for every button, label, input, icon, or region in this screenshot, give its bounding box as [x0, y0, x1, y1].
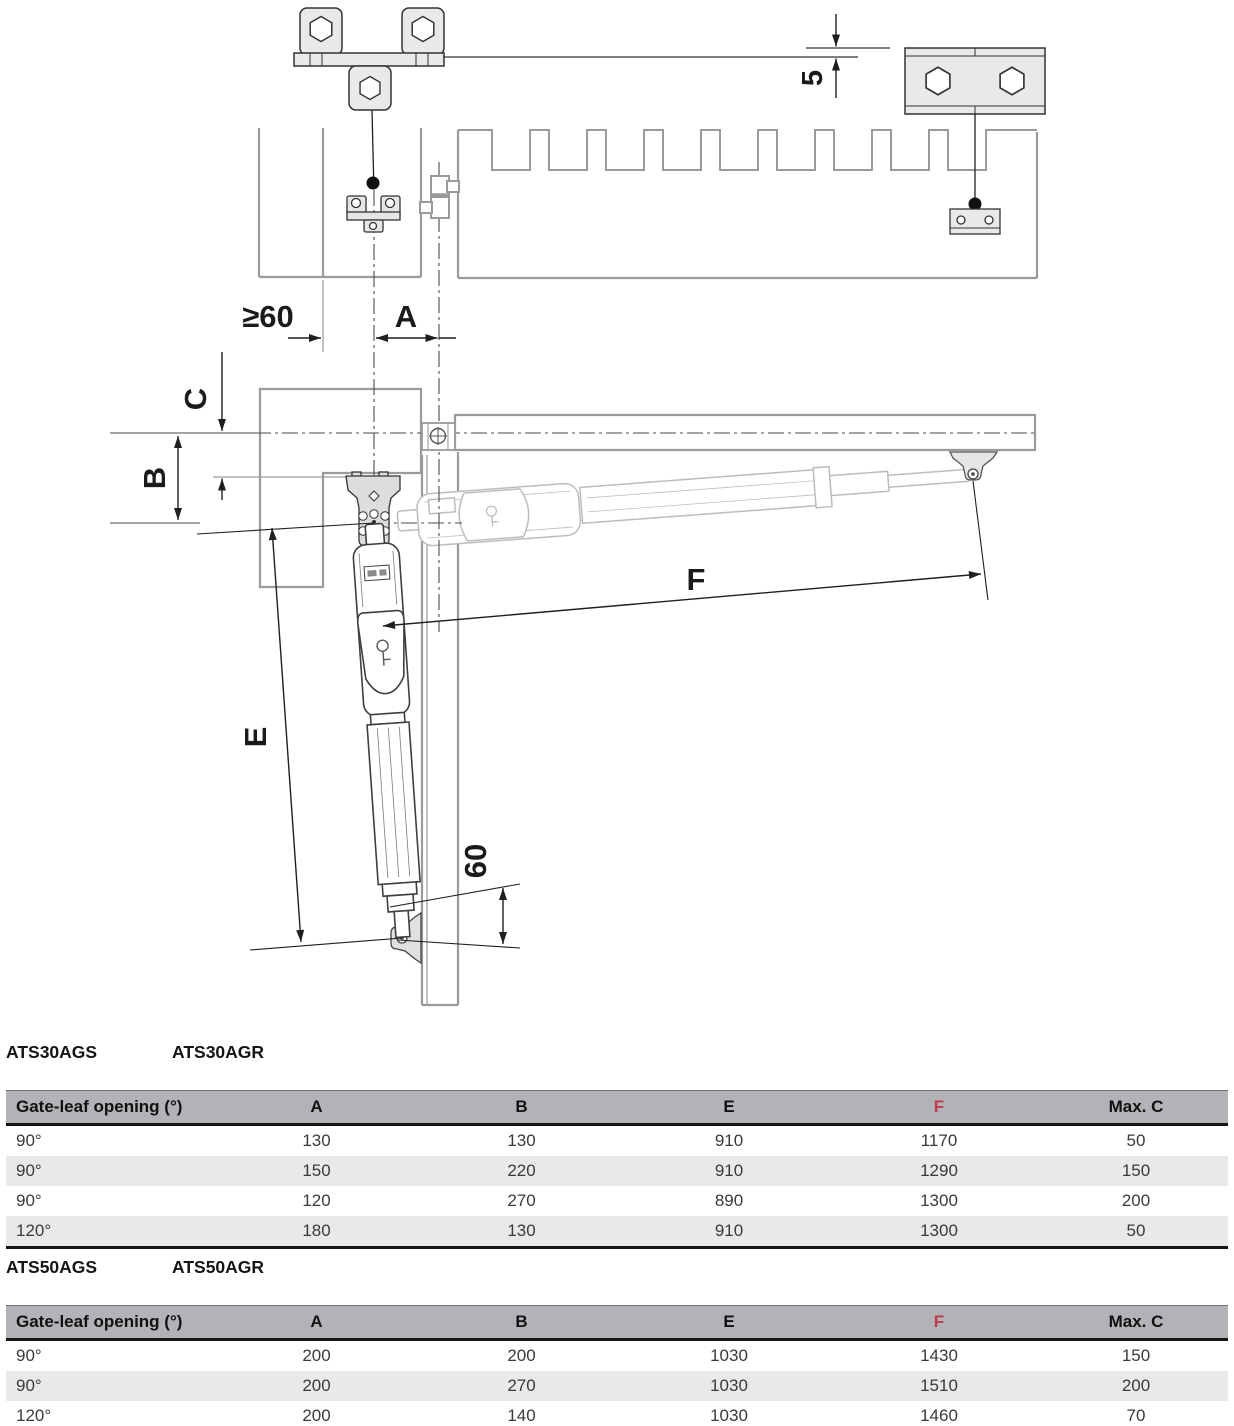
table-row: 90° 120 270 890 1300 200	[16, 1191, 1151, 1210]
ats30-spec-table	[6, 1090, 1228, 1249]
col-header-f: F	[834, 1091, 1044, 1125]
gate-structure	[213, 128, 1037, 1005]
table-row: 90° 150 220 910 1290 150	[6, 1156, 1228, 1186]
came-label	[428, 498, 455, 514]
bolt-hex-icon	[1000, 67, 1024, 95]
leaf-bracket-top-view	[950, 209, 1000, 234]
dim-label-b: B	[137, 466, 172, 490]
post-bracket-hardware	[294, 8, 444, 110]
model-names	[6, 1042, 1228, 1063]
dim-label-e: E	[238, 726, 273, 748]
bolt-hex-icon	[926, 67, 950, 95]
model-name: ATS50AGR	[172, 1257, 265, 1277]
header-row	[6, 1306, 1228, 1340]
gate-slats	[458, 130, 1037, 170]
bolt-hex-icon	[310, 17, 332, 42]
dim-label-a: A	[394, 299, 418, 334]
model-names	[6, 1257, 1228, 1278]
col-header-a: A	[214, 1091, 419, 1125]
col-header-a: A	[214, 1306, 419, 1340]
dim-label-post-clearance: ≥60	[242, 299, 294, 334]
col-header-opening: Gate-leaf opening (°)	[6, 1306, 214, 1340]
table-row: 120° 200 140 1030 1460 70	[6, 1401, 1228, 1426]
model-name: ATS50AGS	[6, 1257, 98, 1277]
model-name: ATS30AGS	[6, 1042, 98, 1062]
dim-label-stroke-offset: 60	[458, 843, 493, 879]
fixing-point-dot	[367, 177, 380, 190]
col-header-opening: Gate-leaf opening (°)	[6, 1091, 214, 1125]
post-bracket-leader	[367, 110, 380, 190]
dim-label-plate-offset: 5	[797, 69, 829, 87]
ats50-spec-section	[6, 1257, 1228, 1426]
actuator-open-ghost	[396, 453, 970, 548]
leaf-bracket-plate	[905, 48, 1045, 114]
col-header-max-c: Max. C	[1044, 1306, 1228, 1340]
centerlines	[110, 162, 1035, 632]
bolt-hex-icon	[360, 77, 380, 100]
col-header-max-c: Max. C	[1044, 1091, 1228, 1125]
ats30-spec-section	[6, 1042, 1228, 1249]
dim-label-c: C	[178, 387, 213, 411]
table-row: 90° 130 130 910 1170 50	[16, 1131, 1146, 1150]
leaf-bracket-leader	[969, 114, 982, 211]
hinge-top-view	[420, 176, 459, 218]
dim-label-f: F	[686, 562, 706, 597]
actuator-closed	[351, 522, 426, 938]
front-pivot	[971, 472, 975, 476]
ats50-spec-table	[6, 1305, 1228, 1426]
table-row: 90° 200 200 1030 1430 150	[16, 1346, 1151, 1365]
col-header-e: E	[624, 1091, 834, 1125]
col-header-e: E	[624, 1306, 834, 1340]
bolt-hex-icon	[412, 17, 434, 42]
col-header-f: F	[834, 1306, 1044, 1340]
table-row: 90° 200 270 1030 1510 200	[6, 1371, 1228, 1401]
model-name: ATS30AGR	[172, 1042, 265, 1062]
header-row	[6, 1091, 1228, 1125]
table-row: 120° 180 130 910 1300 50	[6, 1216, 1228, 1248]
col-header-b: B	[419, 1306, 624, 1340]
hinge-plan-view	[422, 423, 455, 450]
col-header-b: B	[419, 1091, 624, 1125]
